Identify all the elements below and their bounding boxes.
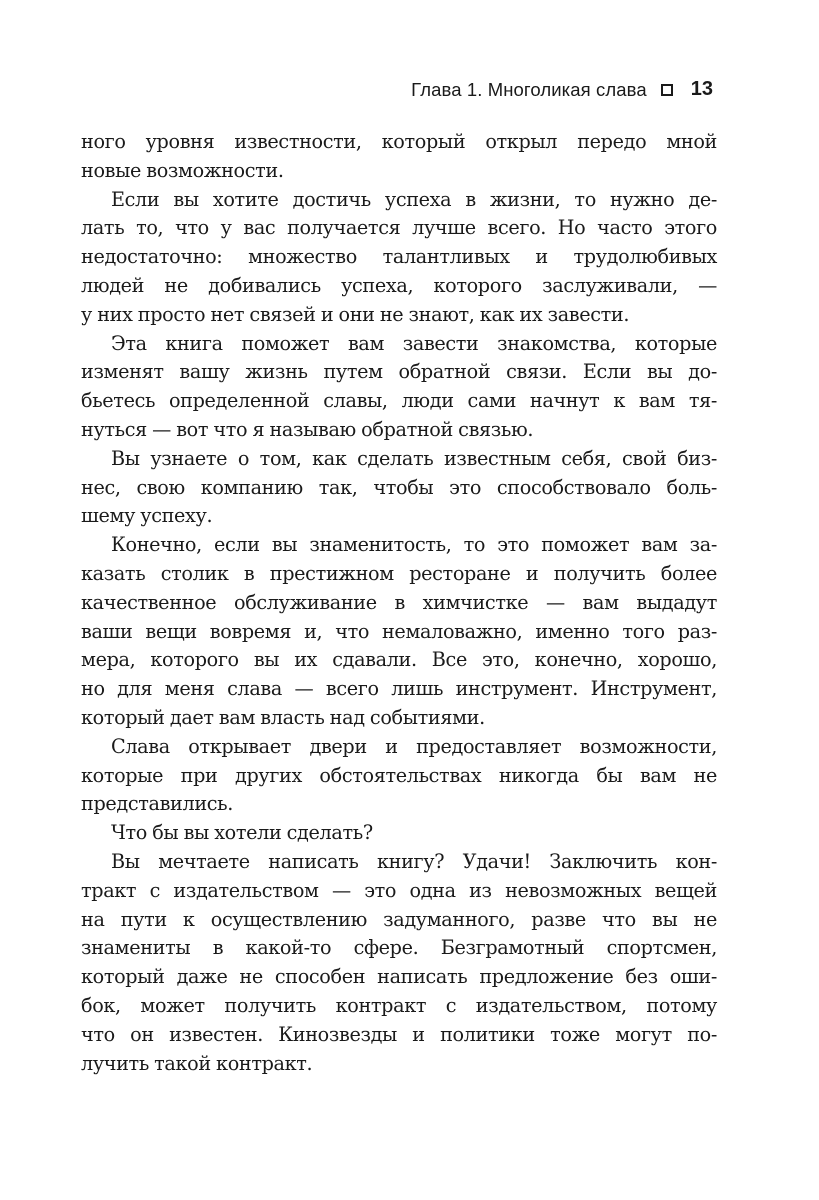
body-text bbox=[81, 128, 717, 1078]
text-line: что он известен. Кинозвезды и политики тоже могут по- bbox=[81, 1022, 717, 1046]
text-line: Вы мечтаете написать книгу? Удачи! Заключить кон- bbox=[111, 849, 717, 873]
running-header bbox=[411, 78, 713, 101]
text-line: новые возможности. bbox=[81, 158, 284, 182]
text-line: у них просто нет связей и они не знают, как их завести. bbox=[81, 302, 630, 326]
text-line: качественное обслуживание в химчистке — вам выдадут bbox=[81, 590, 717, 614]
text-line: нуться — вот что я называю обратной связью. bbox=[81, 417, 534, 441]
text-line: лучить такой контракт. bbox=[81, 1051, 313, 1075]
text-line: Слава открывает двери и предоставляет возможности, bbox=[111, 734, 717, 758]
text-line: изменят вашу жизнь путем обратной связи. Если вы до- bbox=[81, 360, 717, 384]
text-line: но для меня слава — всего лишь инструмент. Инструмент, bbox=[81, 677, 717, 701]
text-line: лать то, что у вас получается лучше всего. Но часто этого bbox=[81, 216, 717, 240]
text-line: бок, может получить контракт с издательством, потому bbox=[81, 993, 717, 1017]
text-line: нес, свою компанию так, чтобы это способствовало боль- bbox=[81, 475, 717, 499]
text-line: Эта книга поможет вам завести знакомства, которые bbox=[111, 331, 717, 355]
text-line: недостаточно: множество талантливых и трудолюбивых bbox=[81, 245, 717, 269]
text-line: представились. bbox=[81, 792, 234, 816]
text-line: ного уровня известности, который открыл передо мной bbox=[81, 130, 717, 153]
page-number: 13 bbox=[690, 78, 713, 100]
text-line: который дает вам власть над событиями. bbox=[81, 705, 485, 729]
text-line: казать столик в престижном ресторане и получить более bbox=[81, 561, 717, 585]
text-line: который даже не способен написать предложение без оши- bbox=[81, 965, 717, 989]
text-line: Вы узнаете о том, как сделать известным себя, свой биз- bbox=[111, 446, 717, 470]
text-line: Что бы вы хотели сделать? bbox=[111, 821, 373, 845]
text-line: Конечно, если вы знаменитость, то это поможет вам за- bbox=[111, 533, 717, 557]
text-line: людей не добивались успеха, которого заслуживали, — bbox=[81, 273, 717, 297]
text-line: тракт с издательством — это одна из невозможных вещей bbox=[81, 878, 717, 902]
text-line: знамениты в какой-то сфере. Безграмотный спортсмен, bbox=[81, 936, 717, 960]
text-line: мера, которого вы их сдавали. Все это, конечно, хорошо, bbox=[81, 648, 717, 672]
chapter-title: Глава 1. Многоликая слава bbox=[411, 78, 647, 100]
text-line: ваши вещи вовремя и, что немаловажно, именно того раз- bbox=[81, 619, 717, 643]
square-bullet-icon bbox=[661, 84, 673, 96]
text-line: бьетесь определенной славы, люди сами начнут к вам тя- bbox=[81, 389, 717, 413]
text-line: которые при других обстоятельствах никогда бы вам не bbox=[81, 763, 717, 787]
text-line: на пути к осуществлению задуманного, разве что вы не bbox=[81, 907, 717, 931]
text-line: шему успеху. bbox=[81, 504, 213, 528]
text-line: Если вы хотите достичь успеха в жизни, то нужно де- bbox=[111, 187, 717, 211]
